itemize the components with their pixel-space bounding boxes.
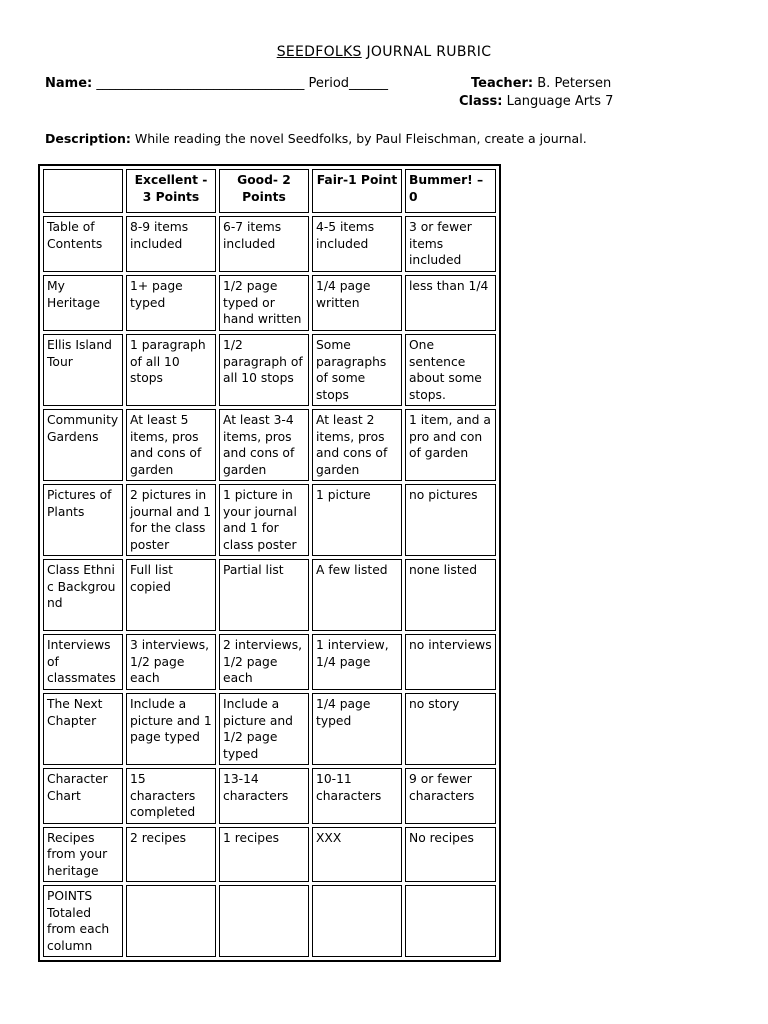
teacher-value: B. Petersen [533, 76, 612, 91]
table-row [43, 334, 496, 406]
table-cell: 2 pictures in journal and 1 for the class poster [126, 484, 216, 556]
table-cell: 2 recipes [126, 827, 216, 883]
table-cell: At least 3-4 items, pros and cons of garden [219, 409, 309, 481]
table-cell: 10-11 characters [312, 768, 402, 824]
table-cell: no interviews [405, 634, 496, 690]
table-cell: 1/4 page written [312, 275, 402, 331]
header-cell: Good- 2 Points [219, 169, 309, 213]
description-label: Description: [45, 131, 131, 146]
criterion-cell: Ellis Island Tour [43, 334, 123, 406]
criterion-cell: Table of Contents [43, 216, 123, 272]
table-cell: Some paragraphs of some stops [312, 334, 402, 406]
table-cell: no story [405, 693, 496, 765]
table-cell: 13-14 characters [219, 768, 309, 824]
title-rest: JOURNAL RUBRIC [361, 44, 492, 60]
table-cell: 1 picture [312, 484, 402, 556]
criterion-cell: Community Gardens [43, 409, 123, 481]
teacher-label: Teacher: [471, 76, 534, 91]
table-row [43, 216, 496, 272]
table-cell: 15 characters completed [126, 768, 216, 824]
rubric-table [38, 164, 501, 962]
criterion-cell: POINTS Totaled from each column [43, 885, 123, 957]
page-title [0, 44, 768, 60]
table-cell: 1+ page typed [126, 275, 216, 331]
criterion-cell: Recipes from your heritage [43, 827, 123, 883]
table-cell: 1 recipes [219, 827, 309, 883]
table-cell: Full list copied [126, 559, 216, 631]
table-cell: 9 or fewer characters [405, 768, 496, 824]
table-cell: Include a picture and 1/2 page typed [219, 693, 309, 765]
period-text: Period______ [304, 76, 389, 91]
table-cell: Include a picture and 1 page typed [126, 693, 216, 765]
table-cell [126, 885, 216, 957]
table-cell: Partial list [219, 559, 309, 631]
table-cell: A few listed [312, 559, 402, 631]
table-cell: no pictures [405, 484, 496, 556]
table-cell [219, 885, 309, 957]
table-cell: 1/2 paragraph of all 10 stops [219, 334, 309, 406]
header-cell: Fair-1 Point [312, 169, 402, 213]
table-row [43, 693, 496, 765]
table-cell: 2 interviews, 1/2 page each [219, 634, 309, 690]
table-row [43, 484, 496, 556]
table-row-totals [43, 885, 496, 957]
header-cell [43, 169, 123, 213]
table-cell: 6-7 items included [219, 216, 309, 272]
table-row [43, 827, 496, 883]
table-cell: At least 2 items, pros and cons of garden [312, 409, 402, 481]
class-label: Class: [459, 94, 503, 109]
table-cell: 1/4 page typed [312, 693, 402, 765]
class-line [459, 94, 613, 109]
header-cell: Excellent - 3 Points [126, 169, 216, 213]
table-cell: less than 1/4 [405, 275, 496, 331]
header-cell: Bummer! – 0 [405, 169, 496, 213]
table-cell: 3 interviews, 1/2 page each [126, 634, 216, 690]
table-row [43, 768, 496, 824]
table-cell: 4-5 items included [312, 216, 402, 272]
table-cell: One sentence about some stops. [405, 334, 496, 406]
description [45, 131, 587, 146]
table-cell: At least 5 items, pros and cons of garden [126, 409, 216, 481]
table-row [43, 409, 496, 481]
table-row [43, 559, 496, 631]
criterion-cell: Character Chart [43, 768, 123, 824]
title-underlined: SEEDFOLKS [276, 44, 362, 60]
name-line [45, 76, 388, 91]
table-cell: 1/2 page typed or hand written [219, 275, 309, 331]
criterion-cell: Class Ethnic Background [43, 559, 123, 631]
table-cell: 1 item, and a pro and con of garden [405, 409, 496, 481]
table-cell: 1 paragraph of all 10 stops [126, 334, 216, 406]
table-row [43, 275, 496, 331]
table-cell: none listed [405, 559, 496, 631]
table-cell: 3 or fewer items included [405, 216, 496, 272]
class-value: Language Arts 7 [502, 94, 614, 109]
name-label: Name: [45, 76, 93, 91]
criterion-cell: The Next Chapter [43, 693, 123, 765]
criterion-cell: Pictures of Plants [43, 484, 123, 556]
table-cell [405, 885, 496, 957]
criterion-cell: My Heritage [43, 275, 123, 331]
table-cell [312, 885, 402, 957]
table-cell: XXX [312, 827, 402, 883]
table-cell: 1 picture in your journal and 1 for class poster [219, 484, 309, 556]
table-header-row [43, 169, 496, 213]
criterion-cell: Interviews of classmates [43, 634, 123, 690]
table-cell: 1 interview, 1/4 page [312, 634, 402, 690]
table-row [43, 634, 496, 690]
table-cell: 8-9 items included [126, 216, 216, 272]
name-blank: ________________________________ [92, 76, 305, 91]
description-text: While reading the novel Seedfolks, by Paul Fleischman, create a journal. [130, 131, 587, 146]
teacher-line [471, 76, 611, 91]
table-cell: No recipes [405, 827, 496, 883]
